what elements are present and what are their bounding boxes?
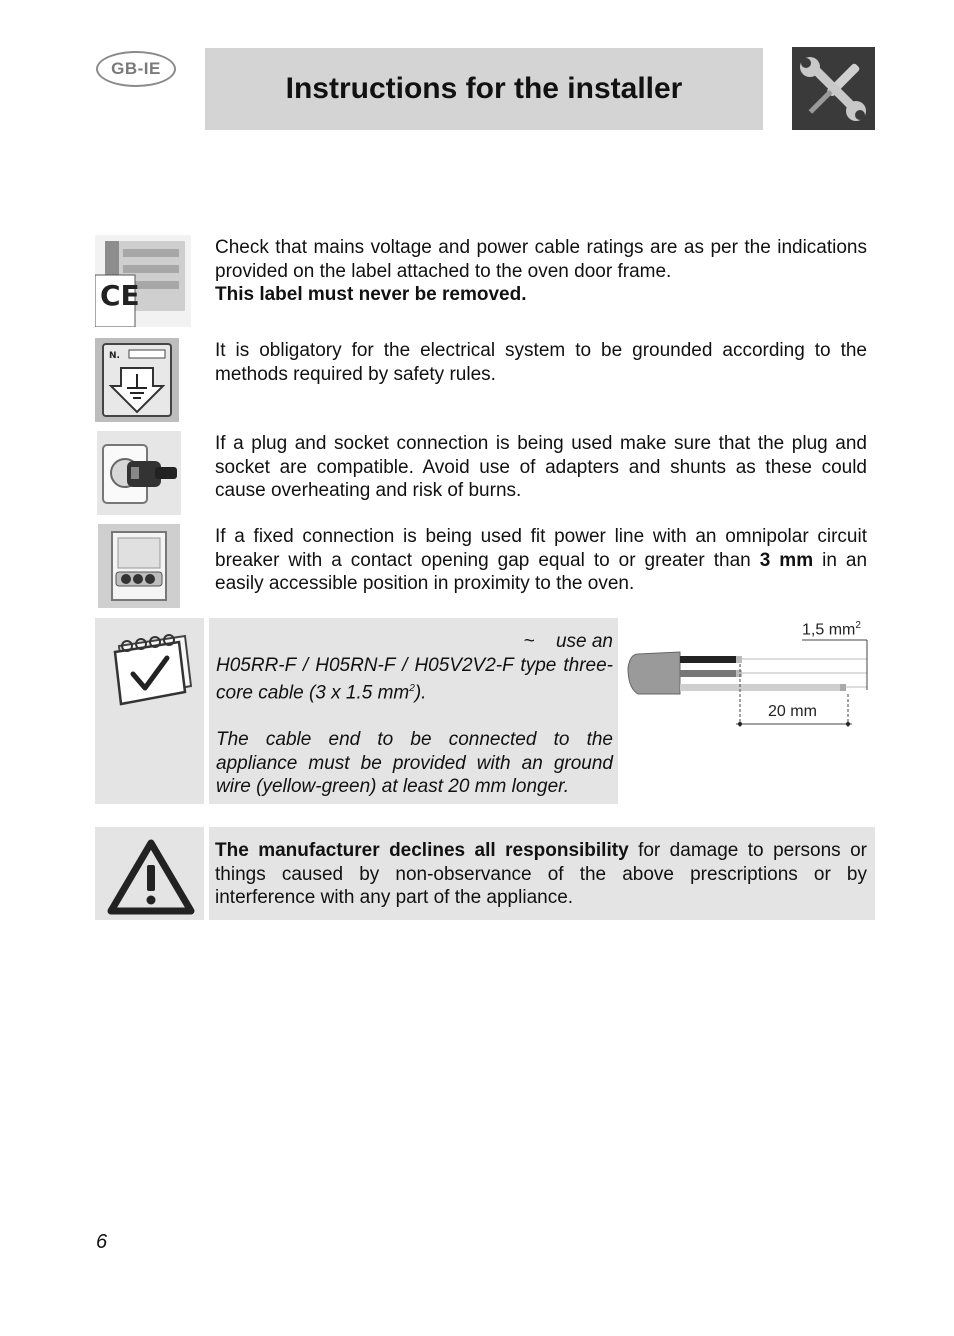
fixed-connection-after: in an easily accessible position in proximity to the oven. — [215, 549, 868, 594]
page-title-bar — [205, 48, 763, 130]
page-title: Instructions for the installer — [285, 72, 683, 105]
note-icon-box — [95, 618, 204, 804]
ac-symbol: ~ — [523, 631, 535, 652]
disclaimer-text — [215, 839, 867, 910]
svg-text:CE: CE — [100, 279, 140, 312]
plug-socket-text — [215, 432, 867, 503]
voltage-check-line: Check that mains voltage and power cable ratings are as per the indications provided on the label attached to the oven door frame. — [215, 237, 867, 282]
cable-length-label: 20 mm — [768, 703, 817, 720]
voltage-check-text — [215, 236, 867, 307]
circuit-breaker-icon — [98, 524, 180, 608]
cable-diagram — [626, 618, 875, 738]
note-text-box — [209, 618, 618, 804]
disclaimer-bold: The manufacturer declines all responsibility — [215, 840, 629, 861]
note-superscript: 2 — [409, 683, 415, 694]
note-use-an: use an — [555, 631, 613, 652]
note-line-1 — [216, 630, 613, 654]
grounding-text — [215, 339, 867, 386]
contact-gap-value: 3 mm — [759, 549, 814, 571]
warning-text-box — [209, 827, 875, 920]
grounding-line: It is obligatory for the electrical system to be grounded according to the methods required by safety rules. — [215, 340, 867, 385]
region-badge-label: GB-IE — [111, 59, 161, 78]
region-badge — [96, 51, 176, 87]
tools-icon — [792, 47, 875, 130]
cable-section-label: 1,5 $mm^2$ — [802, 620, 861, 639]
ground-symbol-icon — [95, 338, 179, 422]
note-text — [216, 630, 613, 799]
ce-label-icon — [95, 235, 191, 327]
ground-icon-label: N. — [109, 351, 120, 361]
note-ground-wire: The cable end to be connected to the appliance must be provided with an ground wire (yellow-green) at least 20 mm longer. — [216, 729, 613, 798]
notepad-check-icon — [95, 618, 204, 804]
fixed-connection-paragraph — [215, 525, 867, 596]
fixed-connection-before: If a fixed connection is being used fit power line with an omnipolar circuit breaker with a contact opening gap equal to or greater than — [215, 526, 867, 571]
note-cable-type: H05RR-F / H05RN-F / H05V2V2-F type three-core cable (3 x 1.5 $mm^2$). — [216, 654, 613, 704]
warning-triangle-icon — [95, 827, 204, 920]
disclaimer-paragraph — [215, 839, 867, 910]
plug-socket-icon — [97, 431, 181, 515]
fixed-connection-text — [215, 525, 867, 596]
warning-icon-box — [95, 827, 204, 920]
label-warning: This label must never be removed. — [215, 284, 527, 305]
page-number: 6 — [96, 1231, 108, 1253]
plug-socket-line: If a plug and socket connection is being used make sure that the plug and socket are compatible. Avoid use of adapters and shunts as these could cause overheating and risk of burns. — [215, 433, 867, 501]
disclaimer-rest: for damage to persons or things caused by non-observance of the above prescriptions or by interference with any part of the appliance. — [215, 840, 867, 908]
